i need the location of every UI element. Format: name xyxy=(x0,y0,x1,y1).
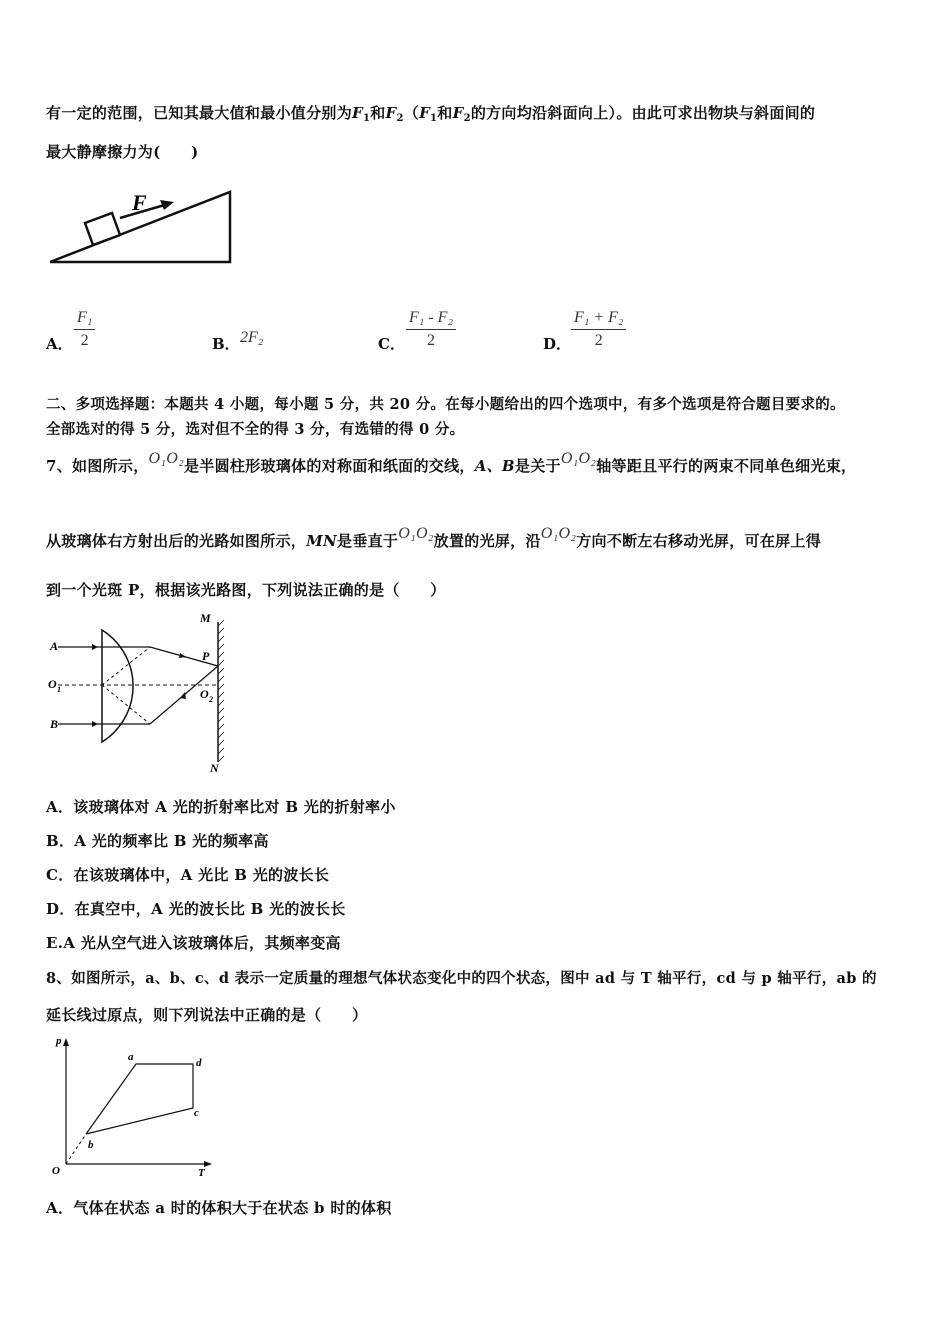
label-p: P xyxy=(202,649,210,663)
label-c: c xyxy=(194,1107,199,1119)
label-n: N xyxy=(210,761,219,775)
option-d-label: D． xyxy=(543,335,572,353)
label-a: A xyxy=(50,639,59,653)
label-origin: O xyxy=(52,1165,60,1177)
q7-option-e: E.A 光从空气进入该玻璃体后，其频率变高 xyxy=(46,934,341,952)
label-b: b xyxy=(88,1139,94,1151)
q8-option-a: A．气体在状态 a 时的体积大于在状态 b 时的体积 xyxy=(46,1199,392,1217)
incline-figure xyxy=(40,180,240,270)
q7-option-b: B．A 光的频率比 B 光的频率高 xyxy=(46,832,269,850)
label-b: B xyxy=(50,717,59,731)
option-b-value: 2F₂ xyxy=(240,329,264,346)
o1o2-symbol: O₁O₂ xyxy=(148,450,184,467)
section2-line2: 全部选对的得 5 分，选对但不全的得 3 分，有选错的得 0 分。 xyxy=(46,421,465,438)
option-b-label: B． xyxy=(212,335,240,353)
o1o2-symbol: O₁O₂ xyxy=(540,525,577,542)
cycle-path xyxy=(86,1064,193,1134)
label-t: T xyxy=(198,1167,205,1179)
force-label: F xyxy=(132,190,147,215)
q8-line2: 延长线过原点，则下列说法中正确的是（ ） xyxy=(46,1006,368,1024)
q7-line3: 到一个光斑 P，根据该光路图，下列说法正确的是（ ） xyxy=(46,581,446,599)
label-o2: O xyxy=(200,687,209,701)
block xyxy=(85,213,120,245)
screen-hatching xyxy=(218,620,224,762)
label-a: a xyxy=(128,1051,134,1063)
option-a-label: A． xyxy=(46,335,73,353)
optics-figure xyxy=(40,610,240,780)
label-m: M xyxy=(200,611,211,625)
q7-option-a: A．该玻璃体对 A 光的折射率比对 B 光的折射率小 xyxy=(46,798,396,816)
q7-line2: 从玻璃体右方射出后的光路如图所示，MN是垂直于O₁O₂放置的光屏，沿O₁O₂方向不断左右移动光屏，可在屏上得 xyxy=(46,525,822,550)
svg-text:1: 1 xyxy=(57,685,61,694)
option-c-label: C． xyxy=(378,335,405,353)
o1o2-symbol: O₁O₂ xyxy=(398,525,434,542)
o1o2-symbol: O₁O₂ xyxy=(560,450,597,467)
q7-option-d: D．在真空中，A 光的波长比 B 光的波长长 xyxy=(46,900,346,918)
svg-text:2: 2 xyxy=(209,695,213,704)
q8-line1: 8、如图所示，a、b、c、d 表示一定质量的理想气体状态变化中的四个状态，图中 ad 与 T 轴平行，cd 与 p 轴平行，ab 的 xyxy=(46,970,877,987)
q7-option-c: C．在该玻璃体中，A 光比 B 光的波长长 xyxy=(46,866,330,884)
q7-line1: 7、如图所示，O₁O₂是半圆柱形玻璃体的对称面和纸面的交线，A、B是关于O₁O₂轴等距且平行的两束不同单色细光束， xyxy=(46,450,857,475)
force-arrow-head xyxy=(160,200,174,210)
option-d-fraction: F₁ + F₂ 2 xyxy=(571,309,626,350)
section2-line1: 二、多项选择题：本题共 4 小题，每小题 5 分，共 20 分。在每小题给出的四个选项中，有多个选项是符合题目要求的。 xyxy=(46,396,845,413)
ab-extension xyxy=(66,1134,86,1164)
label-p: p xyxy=(56,1035,62,1047)
q6-line1: 有一定的范围，已知其最大值和最小值分别为$F_1$和$F_2(F_1$和$F_2$的方向均沿斜面向上）。由此可求出物块与斜面间的 xyxy=(46,104,816,124)
option-c-fraction: F₁ - F₂ 2 xyxy=(406,309,456,350)
option-a-fraction: F₁ 2 xyxy=(74,309,95,350)
label-d: d xyxy=(196,1057,202,1069)
label-o1: O xyxy=(48,677,57,691)
q6-line2: 最大静摩擦力为( ) xyxy=(46,143,199,161)
pt-graph xyxy=(48,1034,218,1179)
